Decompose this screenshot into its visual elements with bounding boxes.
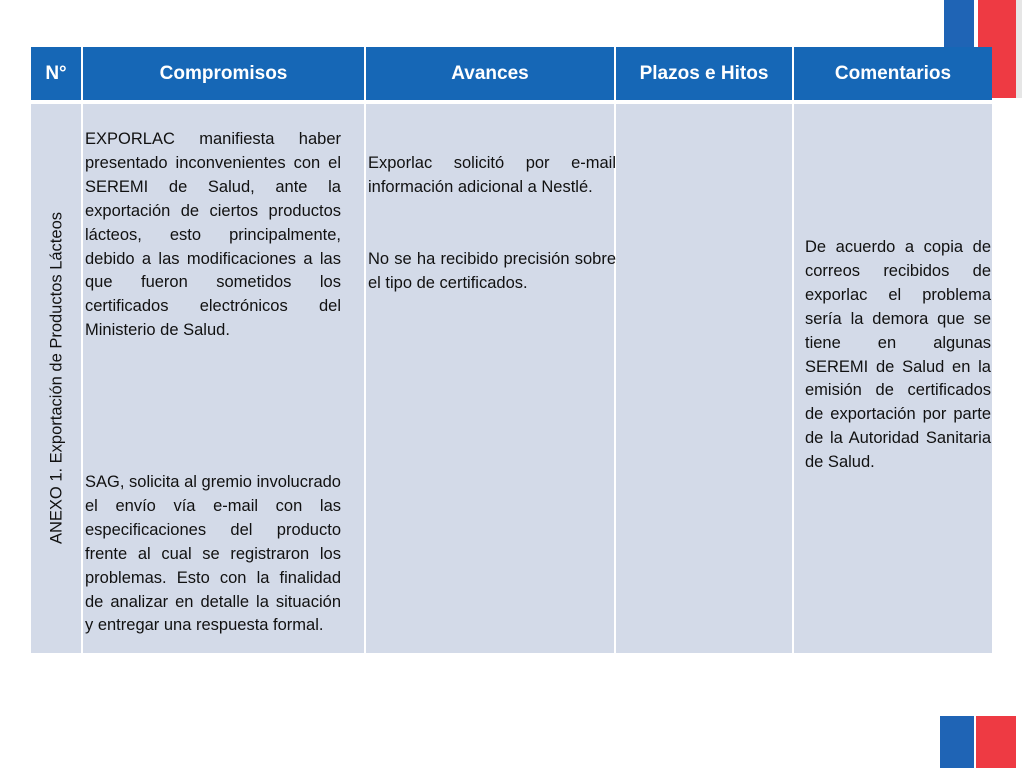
avance-paragraph-2: No se ha recibido precisión sobre el tipo de certificados.: [368, 250, 616, 292]
header-compromisos: Compromisos: [83, 47, 366, 100]
decor-blue-bar-bottom: [940, 716, 974, 768]
header-plazos: Plazos e Hitos: [616, 47, 794, 100]
row-number-cell: [31, 104, 83, 653]
plazos-cell: [616, 104, 794, 653]
annex-title: ANEXO 1. Exportación de Productos Lácteos: [47, 212, 66, 545]
row-number-label: [48, 108, 67, 648]
avances-cell: [366, 104, 616, 653]
compromiso-paragraph-2: SAG, solicita al gremio involucrado el envío vía e-mail con las especificaciones del producto frente al cual se registraron los problemas. Esto con la finalidad de analizar en detalle la situación y entregar una respuesta formal.: [85, 473, 341, 635]
header-comentarios: Comentarios: [794, 47, 992, 100]
header-avances: Avances: [366, 47, 616, 100]
commitments-table: [31, 47, 992, 653]
avance-paragraph-1: Exporlac solicitó por e-mail información adicional a Nestlé.: [368, 154, 616, 196]
decor-shadow: [1016, 0, 1022, 98]
compromiso-paragraph-1: EXPORLAC manifiesta haber presentado inconvenientes con el SEREMI de Salud, ante la exportación de ciertos productos lácteos, esto principalmente, debido a las modificaciones a las que fueron sometidos los certificados electrónicos del Ministerio de Salud.: [85, 130, 341, 340]
header-number: N°: [31, 47, 83, 100]
decor-red-bar-bottom: [976, 716, 1016, 768]
compromisos-cell: [83, 104, 366, 653]
corner-decoration-bottom: [940, 716, 1016, 768]
comentario-paragraph: De acuerdo a copia de correos recibidos de exporlac el problema sería la demora que se tiene en algunas SEREMI de Salud en la emisión de certificados de exportación por parte de la Autoridad Sanitaria de Salud.: [805, 238, 991, 472]
comentarios-cell: [794, 104, 992, 653]
